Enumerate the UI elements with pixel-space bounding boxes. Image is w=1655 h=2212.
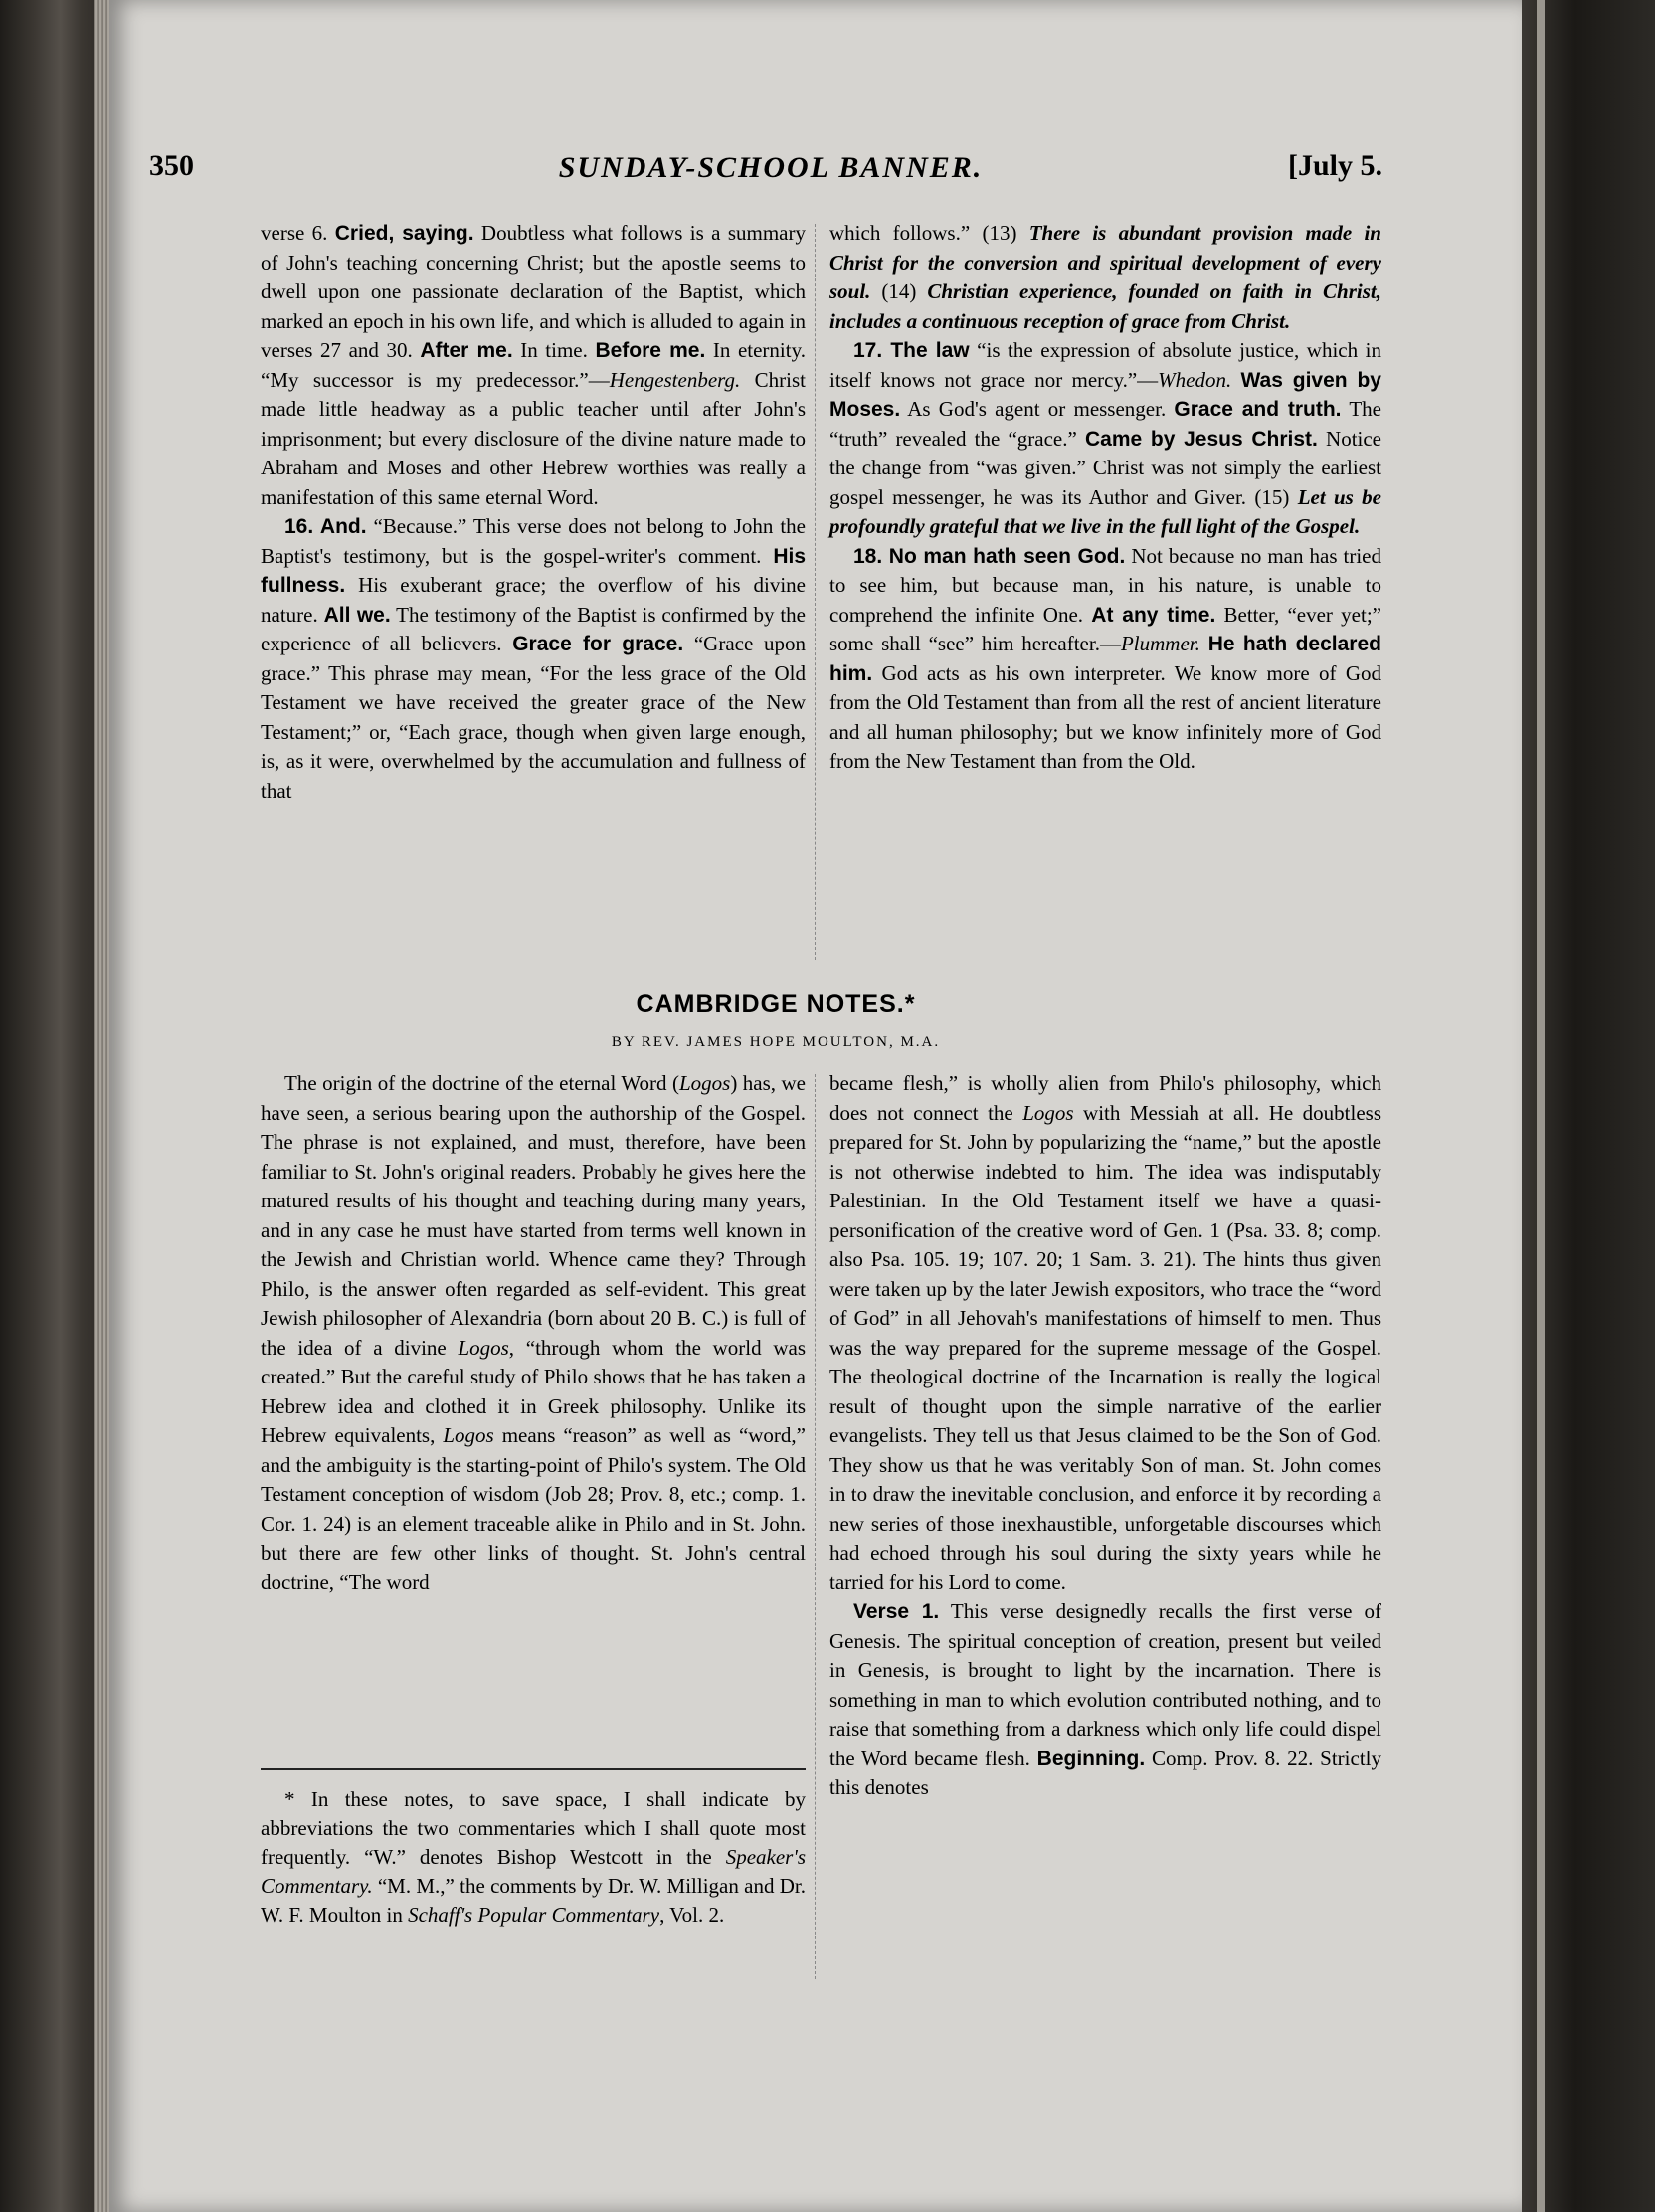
emphasis-run: 16. And. [284, 515, 367, 538]
page-date: [July 5. [1287, 149, 1382, 182]
emphasis-run: Schaff's Popular Commentary [408, 1903, 660, 1927]
text-run: which follows.” (13) [829, 221, 1029, 245]
paragraph [829, 542, 1381, 777]
emphasis-run: After me. [420, 339, 513, 362]
emphasis-run: Plummer. [1120, 632, 1200, 655]
emphasis-run: Logos [678, 1071, 731, 1095]
column-divider-bottom [815, 1074, 816, 1979]
paragraph [261, 1069, 806, 1597]
text-run: In eternity. “My successor is my predecessor.”— [261, 338, 806, 392]
text-run: Comp. Prov. 8. 22. Strictly this denotes [829, 1746, 1381, 1799]
page-title: SUNDAY-SCHOOL BANNER. [558, 151, 984, 184]
emphasis-run: Whedon. [1158, 367, 1232, 392]
emphasis-run: Cried, saying. [334, 222, 474, 245]
text-run: , “through whom the world was created.” But the careful study of Philo shows that he has taken a Hebrew idea and clothed it in Greek philosophy. Unlike its Hebrew equivalents, [261, 1335, 806, 1447]
emphasis-run: He hath declared him. [829, 633, 1381, 685]
text-run: Christ made little headway as a public teacher until after John's imprisonment; but every disclosure of the divine nature made to Abraham and Moses and other Hebrew worthies was really a manifestation of this same eternal Word. [261, 367, 806, 509]
section-title: CAMBRIDGE NOTES.* [636, 990, 916, 1017]
text-run: Better, “ever yet;” some shall “see” him hereafter.— [829, 602, 1381, 655]
emphasis-run: Logos [1022, 1100, 1074, 1125]
emphasis-run: There is abundant provision made in Christ for the conversion and spiritual development of every soul. [829, 221, 1381, 303]
emphasis-run: Speaker's Commentary. [261, 1845, 806, 1898]
text-run: means “reason” as well as “word,” and the ambiguity is the starting-point of Philo's system. The Old Testament conception of wisdom (Job 28; Prov. 8, etc.; comp. 1. Cor. 1. 24) is an element traceable alike in Philo and in St. John. but there are few other links of thought. St. John's central doctrine, “The word [261, 1423, 806, 1594]
book-spine [0, 0, 109, 2212]
emphasis-run: Christian experience, founded on faith in Christ, includes a continuous reception of grace from Christ. [829, 279, 1381, 333]
text-run: In time. [512, 338, 596, 362]
emphasis-run: Was given by Moses. [829, 368, 1381, 421]
bottom-left-column [261, 1069, 806, 1597]
footnote [261, 1785, 806, 1930]
text-run: God acts as his own interpreter. We know more of God from the Old Testament than from all the rest of ancient literature and all human philosophy; but we know infinitely more of God from the New Testament than from the Old. [829, 660, 1381, 773]
emphasis-run: Logos [458, 1335, 509, 1360]
footnote-rule [261, 1768, 806, 1770]
emphasis-run: Came by Jesus Christ. [1084, 427, 1318, 451]
section-byline: BY REV. JAMES HOPE MOULTON, M.A. [611, 1034, 941, 1050]
text-run: Notice the change from “was given.” Christ was not simply the earliest gospel messenger, he was its Author and Giver. (15) [829, 426, 1382, 509]
emphasis-run: His fullness. [261, 544, 806, 597]
text-run: became flesh,” is wholly alien from Philo's philosophy, which does not connect the [829, 1071, 1381, 1125]
text-run: “Grace upon grace.” This phrase may mean, “For the less grace of the Old Testament we have received the greater grace of the New Testament;” or, “Each grace, though when given large enough, is, as it were, overwhelmed by the accumulation and fullness of that [261, 632, 806, 803]
text-run: “Because.” This verse does not belong to John the Baptist's testimony, but is the gospel-writer's comment. [261, 514, 806, 568]
page-number: 350 [149, 149, 194, 182]
text-run: His exuberant grace; the overflow of his divine nature. [261, 573, 806, 627]
text-run: The testimony of the Baptist is confirmed by the experience of all believers. [261, 602, 806, 655]
column-divider-top [815, 224, 816, 960]
top-right-column [829, 219, 1381, 777]
emphasis-run: 17. The law [853, 339, 970, 362]
paragraph [829, 219, 1381, 336]
paragraph [829, 1069, 1381, 1597]
paragraph [829, 1597, 1381, 1803]
emphasis-run: Hengestenberg. [609, 367, 741, 392]
text-run: The origin of the doctrine of the eternal Word ( [284, 1071, 679, 1095]
emphasis-run: Before me. [595, 339, 706, 362]
text-run: ) has, we have seen, a serious bearing upon the authorship of the Gospel. The phrase is not explained, and must, therefore, have been familiar to St. John's original readers. Probably he gives here the matured results of his thought and teaching during many years, and in any case he must have started from terms well known in the Jewish and Christian world. Whence came they? Through Philo, is the answer often regarded as self-evident. This great Jewish philosopher of Alexandria (born about 20 B. C.) is full of the idea of a divine [261, 1071, 806, 1360]
emphasis-run: Logos [443, 1423, 494, 1447]
text-run: This verse designedly recalls the first verse of Genesis. The spiritual conception of creation, present but veiled in Genesis, is brought to light by the incarnation. There is something in man to which evolution contributed nothing, and to raise that something from a darkness which only life could dispel the Word became flesh. [829, 1599, 1382, 1770]
text-run: “M. M.,” the comments by Dr. W. Milligan and Dr. W. F. Moulton in [261, 1874, 806, 1927]
text-run: As God's agent or messenger. [900, 397, 1175, 421]
top-left-column [261, 219, 806, 806]
text-run: (14) [870, 279, 928, 303]
text-run: Not because no man has tried to see him, but because man, in his nature, is unable to comprehend the infinite One. [829, 543, 1381, 627]
emphasis-run: All we. [323, 603, 391, 627]
emphasis-run: At any time. [1091, 603, 1216, 627]
paragraph [829, 336, 1381, 542]
emphasis-run: Verse 1. [853, 1600, 940, 1623]
emphasis-run: Beginning. [1036, 1747, 1146, 1770]
emphasis-run: Grace and truth. [1174, 398, 1342, 421]
paragraph [261, 219, 806, 512]
emphasis-run: 18. No man hath seen God. [853, 544, 1126, 568]
text-run: , Vol. 2. [659, 1903, 725, 1927]
text-run: “is the expression of absolute justice, which in itself knows not grace nor mercy.”— [829, 338, 1381, 392]
text-run [1200, 632, 1208, 655]
text-run: The “truth” revealed the “grace.” [829, 397, 1382, 451]
text-run [1231, 368, 1240, 392]
emphasis-run: Grace for grace. [512, 633, 684, 655]
text-run: verse 6. [261, 221, 335, 245]
bottom-right-column [829, 1069, 1381, 1803]
facing-page-edge [1537, 0, 1545, 2212]
text-run: with Messiah at all. He doubtless prepared for St. John by popularizing the “name,” but the apostle is not otherwise indebted to him. The idea was indisputably Palestinian. In the Old Testament itself we have a quasi-personification of the creative word of Gen. 1 (Psa. 33. 8; comp. also Psa. 105. 19; 107. 20; 1 Sam. 3. 21). The hints thus given were taken up by the later Jewish expositors, who trace the “word of God” in all Jehovah's manifestations of himself to men. Thus was the way prepared for the supreme message of the Gospel. The theological doctrine of the Incarnation is really the logical result of thought upon the simple narrative of the earlier evangelists. They tell us that Jesus claimed to be the Son of God. They show us that he was veritably Son of man. St. John comes in to draw the inevitable conclusion, and enforce it by recording a new series of those inexhaustible, unforgetable discourses which had echoed through his soul during the sixty years while he tarried for his Lord to come. [829, 1100, 1382, 1594]
paragraph [261, 512, 806, 806]
running-header [149, 149, 1392, 193]
text-run: * In these notes, to save space, I shall indicate by abbreviations the two commentaries which I shall quote most frequently. “W.” denotes Bishop Westcott in the [261, 1787, 806, 1869]
emphasis-run: Let us be profoundly grateful that we live in the full light of the Gospel. [829, 484, 1381, 538]
paragraph [261, 1785, 806, 1930]
text-run: Doubtless what follows is a summary of John's teaching concerning Christ; but the apostle seems to dwell upon one passionate declaration of the Baptist, which marked an epoch in his own life, and which is alluded to again in verses 27 and 30. [261, 221, 806, 362]
